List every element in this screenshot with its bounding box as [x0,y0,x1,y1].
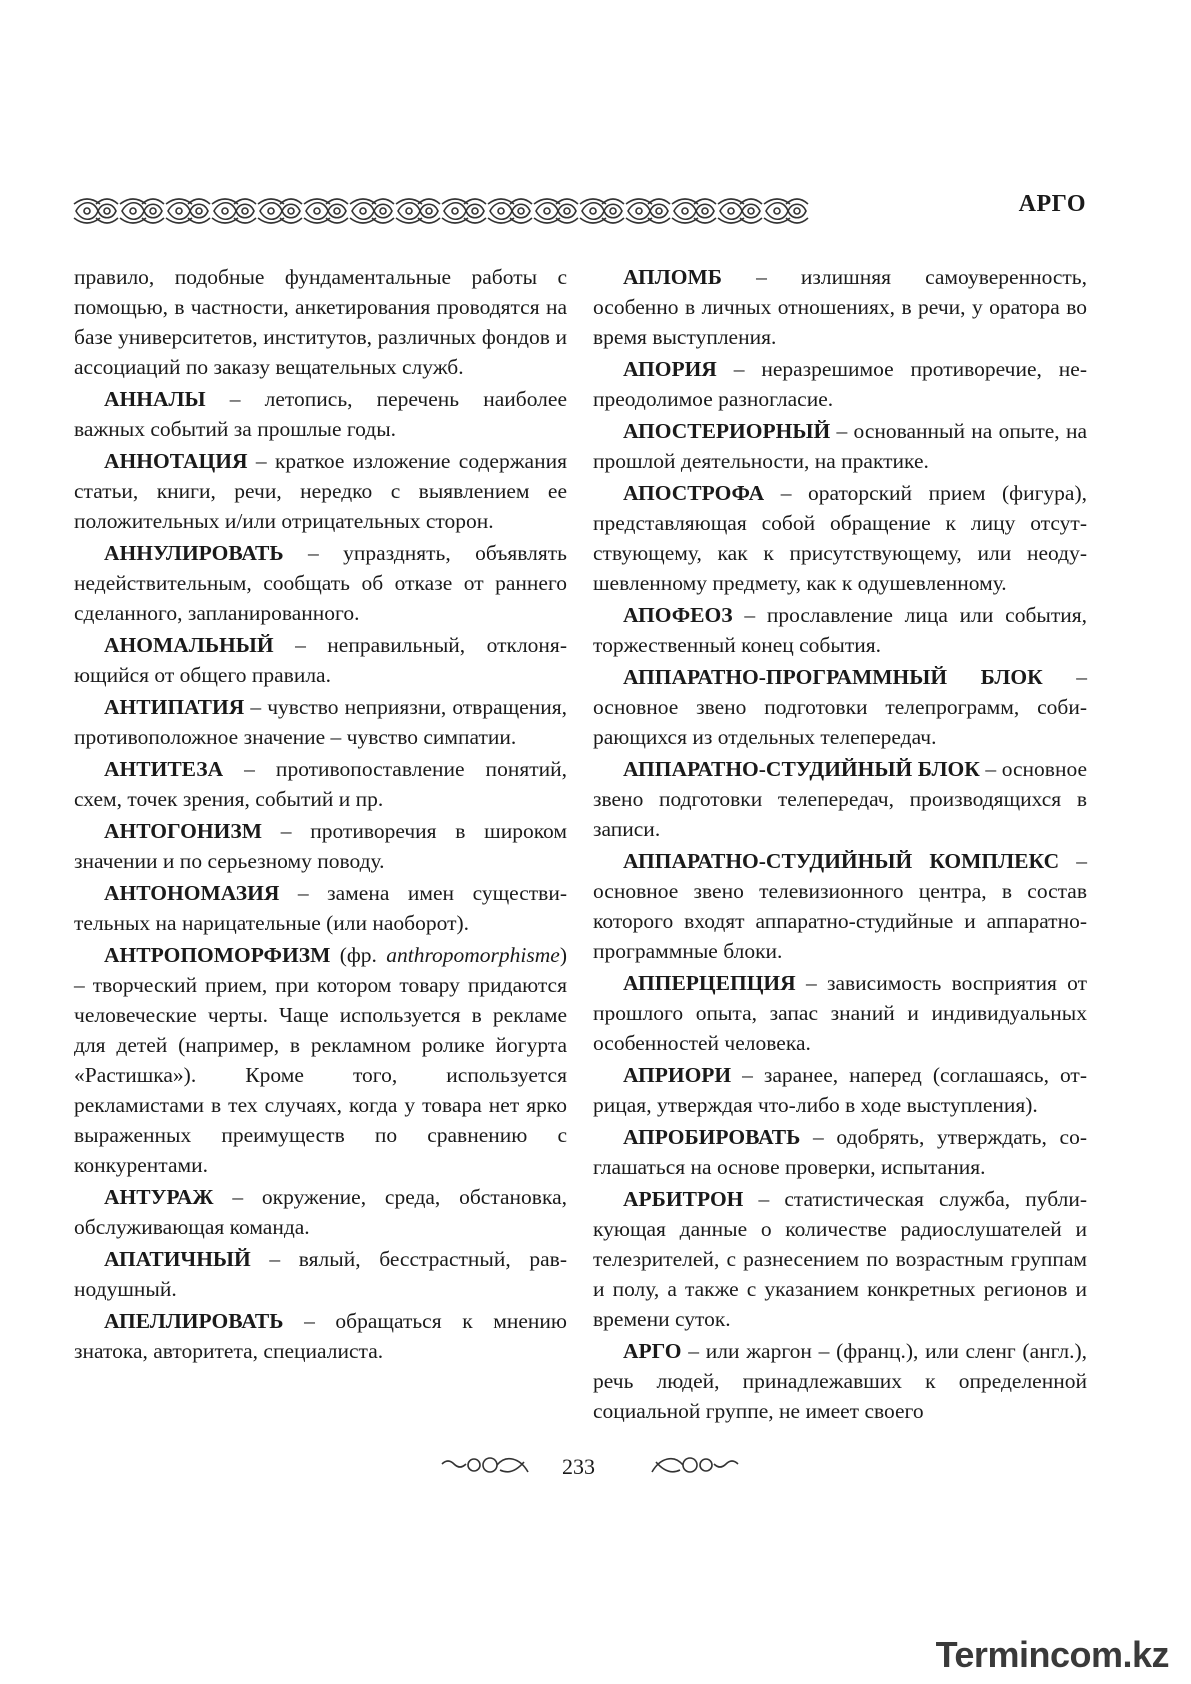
page-footer [0,1450,1191,1490]
dictionary-entry [593,662,1087,752]
entry-term: АПРОБИРОВАТЬ [623,1125,801,1149]
dictionary-entry [74,384,567,444]
entry-definition: – противоречия в широком значении и по серьезному поводу. [74,819,567,873]
entry-term: АППАРАТНО-ПРОГРАММНЫЙ БЛОК [623,665,1043,689]
dictionary-entry [593,478,1087,598]
dictionary-entry [593,262,1087,352]
entry-term: АПОФЕОЗ [623,603,733,627]
dictionary-entry [74,538,567,628]
dictionary-entry [593,600,1087,660]
entry-term: АПЕЛЛИРОВАТЬ [104,1309,284,1333]
dictionary-entry [593,354,1087,414]
dictionary-entry [74,816,567,876]
entry-term: АНТОГОНИЗМ [104,819,262,843]
dictionary-entry [74,878,567,938]
entry-definition: правило, подобные фундаментальные работы с помощью, в частности, анкетирования проводятся на базе университетов, институтов, различных фондов и ассоциаций по заказу вещательных служб. [74,265,567,379]
entry-definition: – чувство неприязни, отвращения, противоположное значение – чувство симпатии. [74,695,567,749]
entry-definition: – упразднять, объявлять недействительным, сообщать об отказе от раннего сделанного, запланированного. [74,541,567,625]
entry-term: АППЕРЦЕПЦИЯ [623,971,796,995]
page-number: 233 [562,1454,595,1479]
entry-term: АННУЛИРОВАТЬ [104,541,284,565]
entry-definition: – противопоставление понятий, схем, точек зрения, событий и пр. [74,757,567,811]
entry-definition: – неправильный, отклоняющийся от общего правила. [74,633,567,687]
entry-definition: – вялый, бесстрастный, равнодушный. [74,1247,567,1301]
entry-term: АПОРИЯ [623,357,717,381]
entry-definition: – основное звено телевизионного центра, в состав которого входят аппаратно-студийные и аппаратно-программные блоки. [593,849,1087,963]
entry-definition: – основное звено подготовки телепрограмм, собирающихся из отдельных телепередач. [593,665,1087,749]
entry-definition: ) – творческий прием, при котором товару придаются человеческие черты. Чаще используется в рекламе для детей (например, в рекламном ролике йогурта «Растишка»). Кроме того, используется рекламистами в тех случаях, когда у товара нет ярко выраженных преимуществ по сравнению с конкурентами. [74,943,567,1177]
entry-definition: – обращаться к мнению знатока, авторитета, специалиста. [74,1309,567,1363]
entry-term: АППАРАТНО-СТУДИЙНЫЙ БЛОК [623,757,980,781]
entry-definition: – или жаргон – (франц.), или сленг (англ.), речь людей, принадлежавших к определенной социальной группе, не имеет своего [593,1339,1087,1423]
entry-definition: – одобрять, утверждать, соглашаться на основе проверки, испытания. [593,1125,1087,1179]
entry-term: АПРИОРИ [623,1063,732,1087]
entry-definition: – летопись, перечень наиболее важных событий за прошлые годы. [74,387,567,441]
entry-term: АНТРОПОМОРФИЗМ [104,943,331,967]
dictionary-entry [74,1244,567,1304]
entry-definition: – основанный на опыте, на прошлой деятельности, на практике. [593,419,1087,473]
running-head: АРГО [1018,191,1086,217]
entry-term: АРБИТРОН [623,1187,744,1211]
dictionary-entry [74,630,567,690]
entry-definition: – зависимость восприятия от прошлого опыта, запас знаний и индивидуальных особенностей человека. [593,971,1087,1055]
dictionary-entry [593,1122,1087,1182]
entry-term: АРГО [623,1339,682,1363]
entry-definition: – основное звено подготовки телепередач, производящихся в записи. [593,757,1087,841]
dictionary-entry [74,754,567,814]
dictionary-entry [74,1306,567,1366]
dictionary-entry [593,754,1087,844]
dictionary-entry [593,846,1087,966]
footer-ornament-right [648,1450,740,1480]
dictionary-entry [74,446,567,536]
entry-term: АНТИТЕЗА [104,757,224,781]
dictionary-entry [593,1336,1087,1426]
dictionary-entry [74,940,567,1180]
entry-definition: – излишняя самоуверенность, особенно в личных отношениях, в речи, у оратора во время выступления. [593,265,1087,349]
dictionary-entry [593,1060,1087,1120]
entry-definition: – статистическая служба, публикующая данные о количестве радиослушателей и телезрителей, с разнесением по возрастным группам и полу, а также с указанием конкретных регионов и времени суток. [593,1187,1087,1331]
dictionary-entry [593,416,1087,476]
right-column [593,262,1087,1428]
entry-term: АННАЛЫ [104,387,206,411]
entry-term: АНТУРАЖ [104,1185,214,1209]
entry-definition: – прославление лица или события, торжественный конец события. [593,603,1087,657]
entry-etymology-prefix: (фр. [330,943,387,967]
footer-ornament-left [440,1450,532,1480]
entry-definition: – неразрешимое противоречие, непреодолимое разногласие. [593,357,1087,411]
entry-definition: – замена имен существительных на нарицательные (или наоборот). [74,881,567,935]
left-column [74,262,567,1368]
entry-definition: – ораторский прием (фигура), представляющая собой обращение к лицу отсутствующему, как к присутствующему, или неодушевленному предмету, как к одушевленному. [593,481,1087,595]
dictionary-entry [74,1182,567,1242]
entry-term: АПОСТРОФА [623,481,765,505]
header-ornament [72,196,817,226]
dictionary-entry [74,262,567,382]
entry-term: АННОТАЦИЯ [104,449,248,473]
dictionary-entry [74,692,567,752]
entry-definition: – заранее, наперед (соглашаясь, отрицая, утверждая что-либо в ходе выступления). [593,1063,1087,1117]
entry-term: АПОСТЕРИОРНЫЙ [623,419,831,443]
entry-term: АППАРАТНО-СТУДИЙНЫЙ КОМПЛЕКС [623,849,1060,873]
entry-definition: – окружение, среда, обстановка, обслуживающая команда. [74,1185,567,1239]
entry-etymology: anthropomorphisme [386,943,560,967]
entry-term: АНОМАЛЬНЫЙ [104,633,274,657]
entry-term: АНТОНОМАЗИЯ [104,881,280,905]
site-watermark: Termincom.kz [935,1634,1169,1675]
entry-term: АПЛОМБ [623,265,722,289]
entry-term: АНТИПАТИЯ [104,695,245,719]
dictionary-entry [593,968,1087,1058]
dictionary-entry [593,1184,1087,1334]
entry-definition: – краткое изложение содержания статьи, книги, речи, нередко с выявлением ее положительных и/или отрицательных сторон. [74,449,567,533]
entry-term: АПАТИЧНЫЙ [104,1247,251,1271]
